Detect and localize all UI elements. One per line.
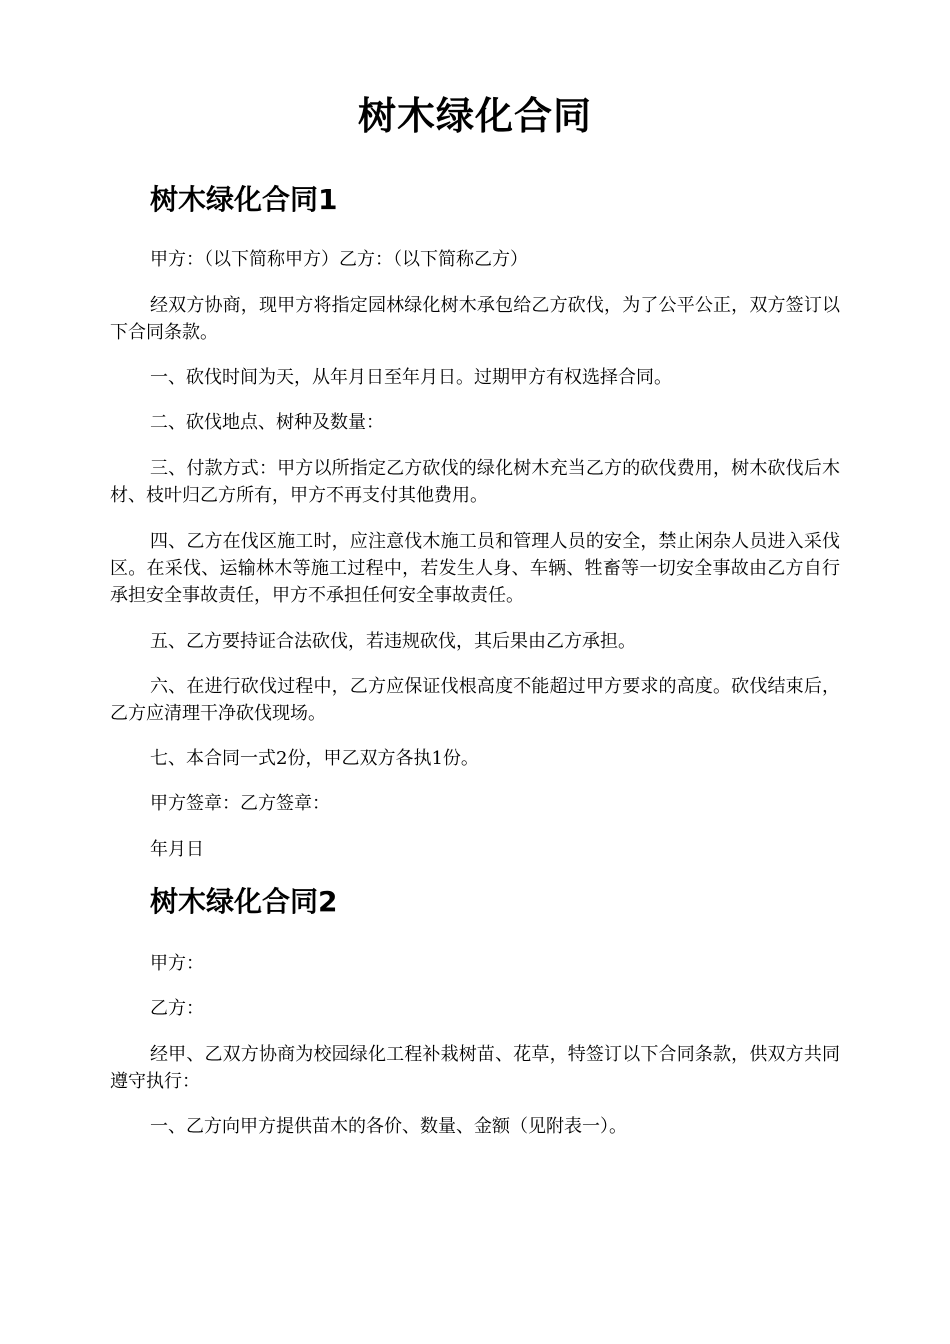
paragraph-clause-6: 六、在进行砍伐过程中，乙方应保证伐根高度不能超过甲方要求的高度。砍伐结束后，乙方应清理干净砍伐现场。 (110, 676, 840, 724)
section-heading-2: 树木绿化合同2 (150, 885, 338, 918)
paragraph-preamble: 经双方协商，现甲方将指定园林绿化树木承包给乙方砍伐，为了公平公正，双方签订以下合同条款。 (110, 295, 840, 343)
paragraph-clause-2-1: 一、乙方向甲方提供苗木的各价、数量、金额（见附表一）。 (150, 1116, 627, 1137)
paragraph-clause-3: 三、付款方式：甲方以所指定乙方砍伐的绿化树木充当乙方的砍伐费用，树木砍伐后木材、枝叶归乙方所有，甲方不再支付其他费用。 (110, 458, 840, 506)
paragraph-clause-7: 七、本合同一式2份，甲乙双方各执1份。 (150, 748, 479, 769)
paragraph-parties: 甲方：（以下简称甲方）乙方：（以下简称乙方） (150, 249, 528, 270)
paragraph-clause-1: 一、砍伐时间为天，从年月日至年月日。过期甲方有权选择合同。 (150, 367, 672, 388)
paragraph-party-a: 甲方： (150, 953, 204, 974)
paragraph-signatures: 甲方签章：乙方签章： (150, 793, 330, 814)
section-heading-1: 树木绿化合同1 (150, 183, 338, 216)
paragraph-date: 年月日 (150, 839, 204, 860)
paragraph-clause-2: 二、砍伐地点、树种及数量： (150, 412, 384, 433)
paragraph-preamble-2: 经甲、乙双方协商为校园绿化工程补栽树苗、花草，特签订以下合同条款，供双方共同遵守执行： (110, 1044, 840, 1092)
paragraph-party-b: 乙方： (150, 998, 204, 1019)
document-title: 树木绿化合同 (357, 94, 592, 138)
paragraph-clause-5: 五、乙方要持证合法砍伐，若违规砍伐，其后果由乙方承担。 (150, 631, 636, 652)
paragraph-clause-4: 四、乙方在伐区施工时，应注意伐木施工员和管理人员的安全，禁止闲杂人员进入采伐区。在采伐、运输林木等施工过程中，若发生人身、车辆、牲畜等一切安全事故由乙方自行承担安全事故责任，甲方不承担任何安全事故责任。 (110, 531, 840, 606)
